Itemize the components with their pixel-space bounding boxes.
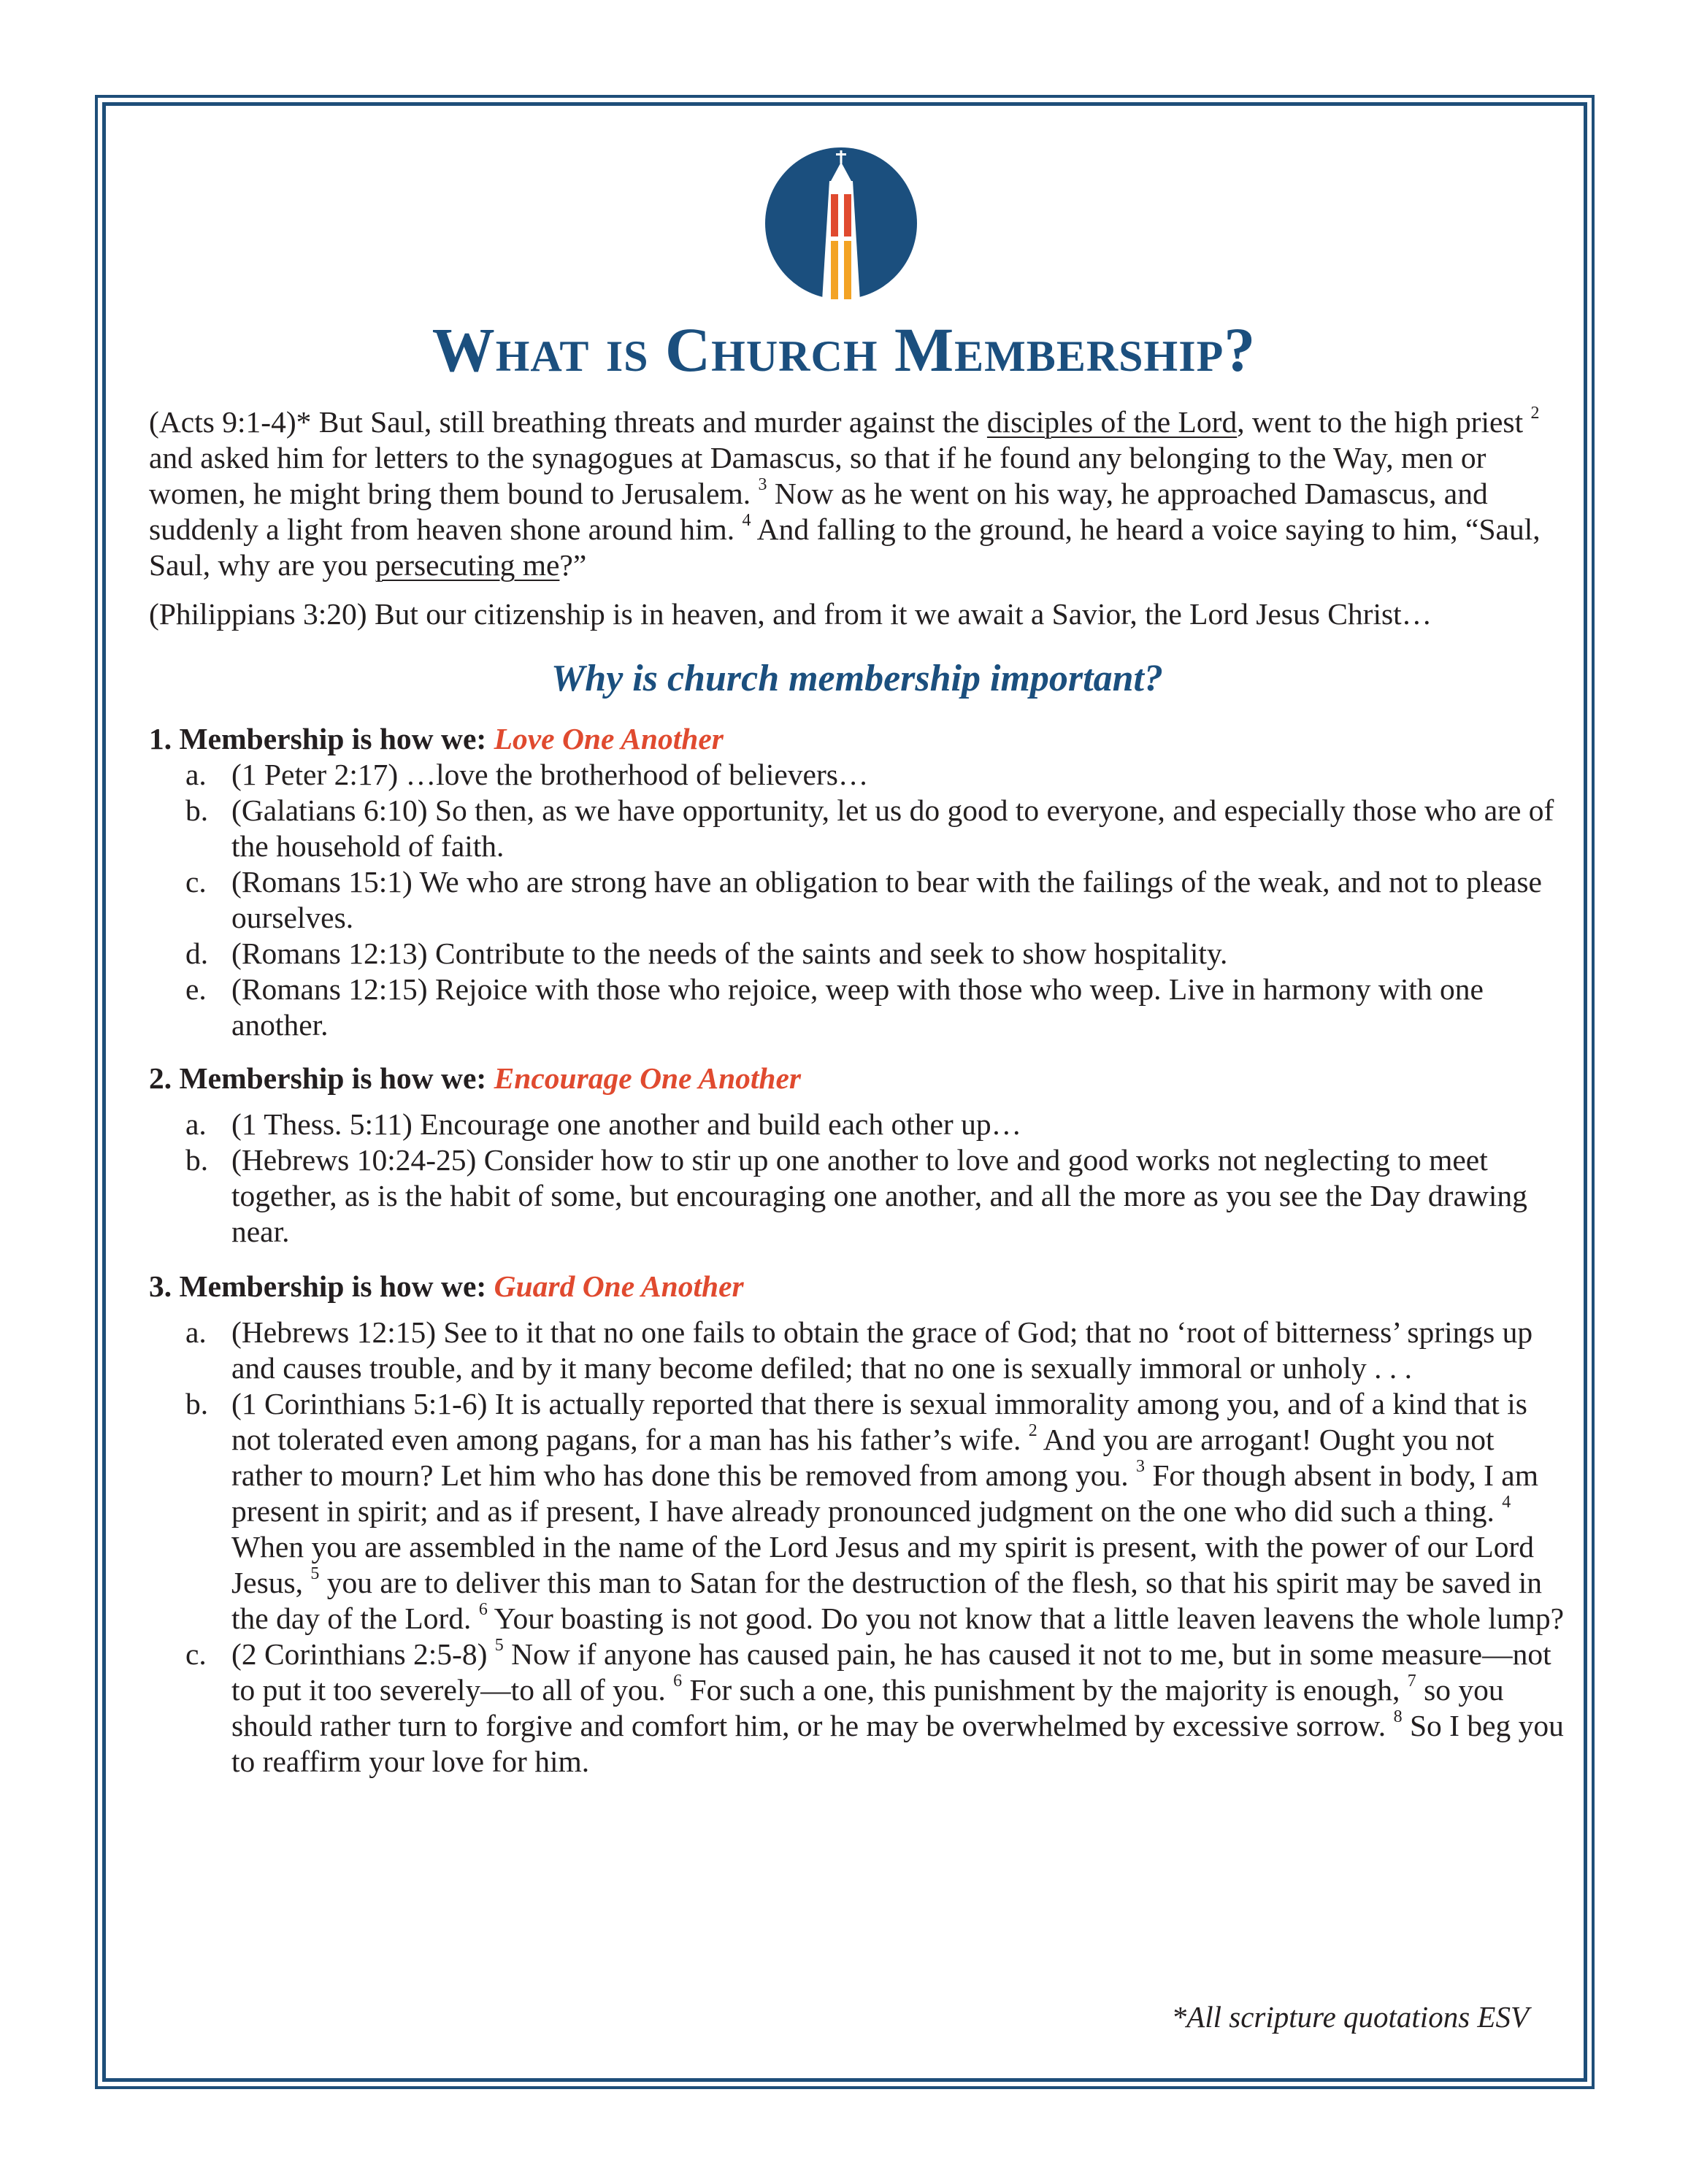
section-encourage — [149, 1061, 1565, 1250]
section-heading — [149, 721, 1565, 757]
verse-text: So I beg you to reaffirm your love for him. — [231, 1709, 1564, 1778]
verse-text: Your boasting is not good. Do you not know that a little leaven leavens the whole lump? — [487, 1602, 1565, 1635]
list-item — [149, 1315, 1565, 1386]
acts-text: ?” — [559, 548, 587, 582]
list-letter: b. — [185, 1143, 209, 1177]
verse-text: And you are arrogant! Ought you not rather to mourn? Let him who has done this be removed from among you. — [231, 1423, 1495, 1492]
footnote: *All scripture quotations ESV — [1171, 2000, 1529, 2034]
list-letter: a. — [185, 1107, 207, 1141]
verse-text: so you should rather turn to forgive and comfort him, or he may be overwhelmed by excessive sorrow. — [231, 1673, 1504, 1742]
verse-number: 5 — [494, 1636, 504, 1656]
list-text: (1 Thess. 5:11) Encourage one another and build each other up… — [231, 1107, 1022, 1141]
section-guard — [149, 1269, 1565, 1780]
verse-text: (2 Corinthians 2:5-8) — [231, 1637, 495, 1671]
acts-text: Now as he went on his way, he approached Damascus, and suddenly a light from heaven shone around him. — [149, 477, 1488, 546]
list-letter: c. — [185, 865, 207, 899]
list-letter: a. — [185, 1315, 207, 1349]
list-letter: c. — [185, 1637, 207, 1671]
list-item — [149, 1107, 1565, 1142]
acts-text: , went to the high priest — [1237, 405, 1531, 439]
list-text: (Galatians 6:10) So then, as we have opportunity, let us do good to everyone, and especially those who are of the household of faith. — [231, 793, 1554, 863]
list-text: (1 Peter 2:17) …love the brotherhood of believers… — [231, 758, 869, 791]
section-emphasis: Guard One Another — [494, 1269, 744, 1303]
list-text: (Romans 12:15) Rejoice with those who rejoice, weep with those who weep. Live in harmony with one another. — [231, 972, 1484, 1042]
page-title: What is Church Membership? — [431, 315, 1257, 385]
verse-text: For though absent in body, I am present in spirit; and as if present, I have already pronounced judgment on the one who did such a thing. — [231, 1458, 1539, 1528]
verse-text: When you are assembled in the name of the Lord Jesus and my spirit is present, with the power of our Lord Jesus, — [231, 1530, 1535, 1599]
list-letter: b. — [185, 793, 209, 827]
list-text: (Romans 12:13) Contribute to the needs of the saints and seek to show hospitality. — [231, 937, 1228, 970]
list-letter: a. — [185, 758, 207, 791]
verse-list — [149, 757, 1565, 1043]
list-item — [149, 1637, 1565, 1780]
list-item — [149, 757, 1565, 793]
verse-number: 2 — [1530, 404, 1540, 423]
verse-number: 2 — [1028, 1421, 1037, 1441]
verse-text: Now if anyone has caused pain, he has caused it not to me, but in some measure—not to put it too severely—to all of you. — [231, 1637, 1551, 1707]
underlined-phrase: persecuting me — [375, 548, 560, 582]
verse-list — [149, 1315, 1565, 1780]
verse-number: 5 — [310, 1564, 320, 1584]
list-letter: b. — [185, 1387, 209, 1420]
verse-number: 3 — [1135, 1457, 1145, 1477]
list-item — [149, 972, 1565, 1043]
list-letter: d. — [185, 937, 209, 970]
section-subheading: Why is church membership important? — [551, 658, 1163, 699]
list-text: (Hebrews 12:15) See to it that no one fails to obtain the grace of God; that no ‘root of bitterness’ springs up and causes trouble, and by it many become defiled; that no one is sexually immoral or unholy . . . — [231, 1315, 1533, 1385]
section-emphasis: Love One Another — [494, 722, 724, 755]
section-heading-label: 3. Membership is how we: — [149, 1269, 494, 1303]
verse-number: 3 — [758, 475, 767, 495]
section-heading-label: 2. Membership is how we: — [149, 1061, 494, 1095]
acts-passage — [149, 404, 1565, 583]
list-letter: e. — [185, 972, 207, 1006]
acts-text: and asked him for letters to the synagogues at Damascus, so that if he found any belonging to the Way, men or women, he might bring them bound to Jerusalem. — [149, 441, 1486, 510]
verse-text: you are to deliver this man to Satan for the destruction of the flesh, so that his spirit may be saved in the day of the Lord. — [231, 1566, 1542, 1635]
verse-list — [149, 1107, 1565, 1250]
verse-number: 6 — [673, 1672, 683, 1691]
philippians-passage: (Philippians 3:20) But our citizenship is in heaven, and from it we await a Savior, the Lord Jesus Christ… — [149, 597, 1432, 631]
section-heading — [149, 1269, 1565, 1304]
verse-number: 7 — [1407, 1672, 1416, 1691]
list-text — [231, 1386, 1565, 1637]
verse-number: 8 — [1393, 1707, 1403, 1727]
verse-text: (1 Corinthians 5:1-6) It is actually reported that there is sexual immorality among you, and of a kind that is not tolerated even among pagans, for a man has his father’s wife. — [231, 1387, 1527, 1456]
list-item — [149, 793, 1565, 864]
section-heading-label: 1. Membership is how we: — [149, 722, 494, 755]
list-item — [149, 936, 1565, 972]
section-emphasis: Encourage One Another — [494, 1061, 802, 1095]
list-item — [149, 1386, 1565, 1637]
acts-text: (Acts 9:1-4)* But Saul, still breathing threats and murder against the — [149, 405, 987, 439]
section-heading — [149, 1061, 1565, 1096]
verse-number: 6 — [478, 1600, 488, 1620]
document-body — [149, 404, 1565, 1780]
church-steeple-logo — [764, 146, 918, 301]
verse-text: For such a one, this punishment by the majority is enough, — [682, 1673, 1408, 1707]
section-love — [149, 721, 1565, 1043]
list-text: (Romans 15:1) We who are strong have an obligation to bear with the failings of the weak, and not to please ourselves. — [231, 865, 1542, 934]
list-item — [149, 864, 1565, 936]
list-text — [231, 1637, 1565, 1780]
list-item — [149, 1142, 1565, 1250]
acts-text: And falling to the ground, he heard a voice saying to him, “Saul, Saul, why are you — [149, 512, 1541, 582]
verse-number: 4 — [742, 511, 751, 531]
verse-number: 4 — [1502, 1493, 1511, 1512]
underlined-phrase: disciples of the Lord — [986, 405, 1238, 439]
list-text: (Hebrews 10:24-25) Consider how to stir up one another to love and good works not neglecting to meet together, as is the habit of some, but encouraging one another, and all the more as you see the Day drawing near. — [231, 1143, 1527, 1248]
